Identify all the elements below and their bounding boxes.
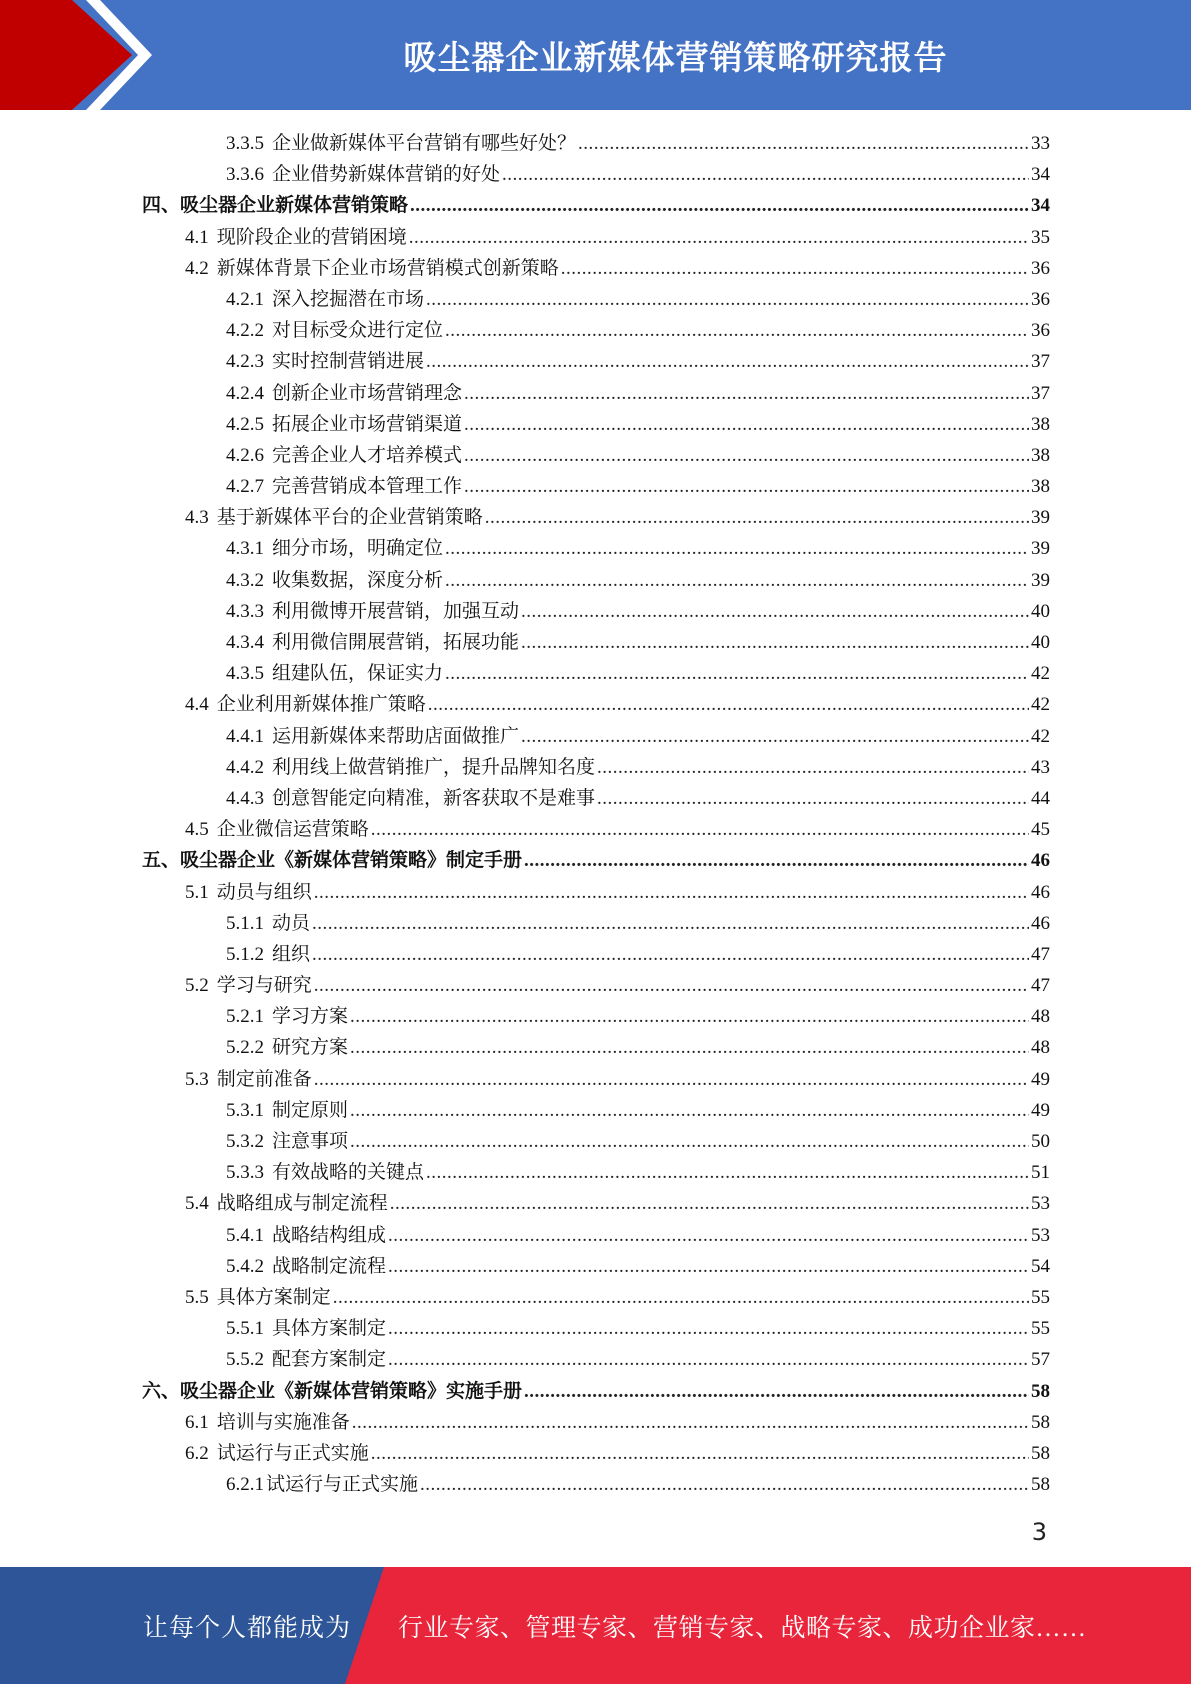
report-title: 吸尘器企业新媒体营销策略研究报告	[403, 37, 948, 77]
toc-dot-leader	[445, 533, 1029, 564]
toc-entry-number: 5.1.2	[226, 943, 264, 965]
toc-entry[interactable]	[138, 1095, 1050, 1126]
toc-entry[interactable]	[138, 502, 1050, 533]
toc-entry-title: 六、吸尘器企业《新媒体营销策略》实施手册	[142, 1380, 523, 1402]
toc-entry-page: 39	[1031, 538, 1050, 560]
toc-entry[interactable]	[138, 1376, 1050, 1407]
toc-entry-page: 36	[1031, 257, 1050, 279]
toc-entry-page: 39	[1031, 569, 1050, 591]
toc-entry[interactable]	[138, 533, 1050, 564]
toc-entry-page: 34	[1031, 195, 1050, 217]
toc-entry-page: 38	[1031, 476, 1050, 498]
toc-entry-title: 组建队伍，保证实力	[272, 663, 444, 685]
toc-entry[interactable]	[138, 1407, 1050, 1438]
toc-dot-leader	[409, 222, 1029, 253]
toc-dot-leader	[333, 1282, 1029, 1313]
toc-entry-number: 5.1	[185, 881, 209, 903]
toc-entry-title: 实时控制营销进展	[272, 351, 425, 373]
toc-dot-leader	[597, 783, 1029, 814]
footer-slogan-right: 行业专家、管理专家、营销专家、战略专家、成功企业家……	[398, 1614, 1087, 1642]
header-chevron-decoration	[0, 0, 170, 110]
toc-entry-page: 36	[1031, 288, 1050, 310]
toc-dot-leader	[312, 908, 1029, 939]
toc-entry[interactable]	[138, 1157, 1050, 1188]
toc-entry-title: 动员	[272, 912, 311, 934]
toc-dot-leader	[445, 658, 1029, 689]
toc-entry-number: 5.4.2	[226, 1255, 264, 1277]
toc-entry-page: 48	[1031, 1037, 1050, 1059]
toc-entry-number: 4.2.2	[226, 320, 264, 342]
toc-entry[interactable]	[138, 1282, 1050, 1313]
toc-entry-page: 53	[1031, 1224, 1050, 1246]
toc-entry-number: 4.2.3	[226, 351, 264, 373]
toc-dot-leader	[561, 253, 1029, 284]
toc-entry-page: 47	[1031, 943, 1050, 965]
toc-entry[interactable]	[138, 845, 1050, 876]
toc-dot-leader	[521, 596, 1029, 627]
toc-entry-title: 拓展企业市场营销渠道	[272, 413, 463, 435]
toc-entry-title: 试运行与正式实施	[266, 1474, 419, 1496]
toc-dot-leader	[445, 565, 1029, 596]
toc-entry-title: 运用新媒体来帮助店面做推广	[272, 725, 520, 747]
toc-entry-title: 对目标受众进行定位	[272, 320, 444, 342]
toc-dot-leader	[371, 1438, 1029, 1469]
toc-dot-leader	[312, 939, 1029, 970]
page-header	[0, 0, 1191, 110]
toc-dot-leader	[352, 1407, 1029, 1438]
toc-entry-number: 4.4.1	[226, 725, 264, 747]
toc-entry[interactable]	[138, 627, 1050, 658]
toc-entry-page: 37	[1031, 351, 1050, 373]
toc-entry-page: 42	[1031, 694, 1050, 716]
toc-dot-leader	[426, 346, 1029, 377]
toc-entry-title: 企业利用新媒体推广策略	[216, 694, 426, 716]
table-of-contents	[138, 128, 1050, 1500]
toc-entry-title: 组织	[272, 943, 311, 965]
toc-dot-leader	[388, 1313, 1029, 1344]
toc-entry-page: 46	[1031, 850, 1050, 872]
toc-entry-title: 战略制定流程	[272, 1255, 387, 1277]
toc-dot-leader	[314, 1064, 1029, 1095]
toc-entry-title: 五、吸尘器企业《新媒体营销策略》制定手册	[142, 850, 523, 872]
toc-entry[interactable]	[138, 222, 1050, 253]
toc-dot-leader	[597, 752, 1029, 783]
toc-entry-number: 5.3.3	[226, 1162, 264, 1184]
toc-entry[interactable]	[138, 565, 1050, 596]
toc-entry-title: 培训与实施准备	[216, 1411, 350, 1433]
toc-dot-leader	[420, 1469, 1029, 1500]
toc-entry-page: 49	[1031, 1068, 1050, 1090]
toc-entry-page: 58	[1031, 1474, 1050, 1496]
toc-dot-leader	[388, 1251, 1029, 1282]
toc-entry-number: 4.3.3	[226, 600, 264, 622]
toc-entry-title: 利用微信開展营销，拓展功能	[272, 632, 520, 653]
toc-entry[interactable]	[138, 1188, 1050, 1219]
toc-entry-title: 企业微信运营策略	[216, 819, 369, 841]
toc-entry-number: 5.5	[185, 1286, 209, 1308]
toc-entry-page: 51	[1031, 1162, 1050, 1184]
toc-entry-page: 44	[1031, 787, 1050, 809]
toc-entry-page: 50	[1031, 1131, 1050, 1152]
toc-dot-leader	[426, 1157, 1029, 1188]
toc-entry-page: 57	[1031, 1349, 1050, 1371]
toc-entry-number: 4.3.4	[226, 632, 264, 653]
toc-entry-title: 创新企业市场营销理念	[272, 382, 463, 404]
toc-entry[interactable]	[138, 658, 1050, 689]
toc-entry-number: 5.4.1	[226, 1224, 264, 1246]
toc-entry-number: 4.2.7	[226, 476, 264, 498]
toc-entry[interactable]	[138, 1469, 1050, 1500]
toc-dot-leader	[502, 159, 1029, 190]
toc-entry-page: 55	[1031, 1318, 1050, 1340]
toc-dot-leader	[350, 1032, 1029, 1063]
toc-dot-leader	[485, 502, 1029, 533]
toc-entry-title: 基于新媒体平台的企业营销策略	[216, 507, 483, 529]
toc-entry[interactable]	[138, 1126, 1050, 1157]
toc-entry-title: 创意智能定向精准，新客获取不是难事	[272, 787, 596, 809]
toc-entry[interactable]	[138, 970, 1050, 1001]
toc-entry-number: 4.2.5	[226, 413, 264, 435]
toc-entry[interactable]	[138, 346, 1050, 377]
toc-dot-leader	[314, 970, 1029, 1001]
toc-dot-leader	[371, 814, 1029, 845]
toc-entry-title: 战略结构组成	[272, 1224, 387, 1246]
toc-entry[interactable]	[138, 939, 1050, 970]
toc-entry-number: 4.2.4	[226, 382, 264, 404]
toc-entry-page: 34	[1031, 164, 1050, 186]
toc-entry-number: 4.1	[185, 226, 209, 248]
toc-dot-leader	[521, 721, 1029, 752]
toc-entry-title: 利用线上做营销推广，提升品牌知名度	[272, 756, 596, 778]
toc-entry-title: 注意事项	[272, 1131, 349, 1152]
toc-entry-page: 33	[1031, 133, 1050, 154]
toc-entry-page: 45	[1031, 819, 1050, 841]
page-footer	[0, 1567, 1191, 1684]
toc-entry[interactable]	[138, 1251, 1050, 1282]
toc-entry-number: 6.2	[185, 1442, 209, 1464]
toc-entry-number: 5.2	[185, 975, 209, 997]
toc-entry-number: 4.3.1	[226, 538, 264, 560]
toc-dot-leader	[578, 128, 1029, 159]
toc-entry-title: 利用微博开展营销，加强互动	[272, 600, 520, 622]
toc-entry-number: 4.5	[185, 819, 209, 841]
toc-entry[interactable]	[138, 1064, 1050, 1095]
toc-entry[interactable]	[138, 1220, 1050, 1251]
toc-entry-title: 学习方案	[272, 1006, 349, 1028]
toc-dot-leader	[464, 378, 1029, 409]
toc-entry-title: 完善营销成本管理工作	[272, 476, 463, 498]
toc-entry-number: 6.2.1	[226, 1474, 264, 1496]
page-number: 3	[1031, 1518, 1047, 1546]
toc-entry-title: 有效战略的关键点	[272, 1162, 425, 1184]
toc-entry-title: 具体方案制定	[216, 1286, 331, 1308]
toc-entry-page: 46	[1031, 881, 1050, 903]
toc-entry-number: 5.4	[185, 1193, 209, 1215]
toc-entry-page: 48	[1031, 1006, 1050, 1028]
toc-entry-number: 4.4.2	[226, 756, 264, 778]
toc-entry-number: 3.3.6	[226, 164, 264, 186]
toc-entry-title: 细分市场，明确定位	[272, 538, 444, 560]
toc-entry[interactable]	[138, 284, 1050, 315]
toc-entry[interactable]	[138, 190, 1050, 221]
toc-entry[interactable]	[138, 752, 1050, 783]
toc-dot-leader	[314, 877, 1029, 908]
toc-entry[interactable]	[138, 378, 1050, 409]
toc-entry-number: 5.2.2	[226, 1037, 264, 1059]
toc-dot-leader	[350, 1126, 1029, 1157]
toc-entry-number: 4.2	[185, 257, 209, 279]
toc-entry-title: 企业做新媒体平台营销有哪些好处？	[272, 133, 577, 154]
toc-entry-title: 战略组成与制定流程	[216, 1193, 388, 1215]
toc-entry-number: 5.5.2	[226, 1349, 264, 1371]
toc-entry[interactable]	[138, 159, 1050, 190]
toc-entry-page: 58	[1031, 1442, 1050, 1464]
toc-entry-page: 46	[1031, 912, 1050, 934]
toc-dot-leader	[524, 1376, 1029, 1407]
toc-entry[interactable]	[138, 1344, 1050, 1375]
toc-entry[interactable]	[138, 315, 1050, 346]
toc-entry-number: 3.3.5	[226, 133, 264, 154]
toc-dot-leader	[350, 1001, 1029, 1032]
toc-entry-title: 完善企业人才培养模式	[272, 444, 463, 466]
toc-entry[interactable]	[138, 253, 1050, 284]
toc-entry-page: 42	[1031, 725, 1050, 747]
toc-entry[interactable]	[138, 721, 1050, 752]
toc-entry-page: 35	[1031, 226, 1050, 248]
toc-entry-page: 37	[1031, 382, 1050, 404]
toc-entry-title: 配套方案制定	[272, 1349, 387, 1371]
toc-entry-title: 新媒体背景下企业市场营销模式创新策略	[216, 257, 559, 279]
toc-entry-title: 四、吸尘器企业新媒体营销策略	[142, 195, 409, 217]
toc-entry[interactable]	[138, 471, 1050, 502]
toc-entry-title: 学习与研究	[216, 975, 312, 997]
toc-dot-leader	[445, 315, 1029, 346]
toc-entry-number: 4.2.6	[226, 444, 264, 466]
toc-dot-leader	[428, 689, 1029, 720]
toc-entry-page: 39	[1031, 507, 1050, 529]
toc-entry-number: 5.3.2	[226, 1131, 264, 1152]
toc-entry-page: 40	[1031, 600, 1050, 622]
toc-dot-leader	[388, 1344, 1029, 1375]
toc-entry-page: 38	[1031, 413, 1050, 435]
toc-entry-number: 4.3.5	[226, 663, 264, 685]
toc-entry-page: 38	[1031, 444, 1050, 466]
toc-entry-page: 36	[1031, 320, 1050, 342]
toc-dot-leader	[521, 627, 1029, 658]
toc-entry-page: 47	[1031, 975, 1050, 997]
toc-entry-number: 4.3.2	[226, 569, 264, 591]
toc-entry-number: 6.1	[185, 1411, 209, 1433]
footer-slogan-left: 让每个人都能成为	[143, 1614, 352, 1642]
toc-entry-page: 40	[1031, 632, 1050, 653]
toc-dot-leader	[464, 409, 1029, 440]
toc-entry-page: 43	[1031, 756, 1050, 778]
toc-entry[interactable]	[138, 1001, 1050, 1032]
toc-entry-page: 54	[1031, 1255, 1050, 1277]
toc-entry-number: 5.1.1	[226, 912, 264, 934]
toc-dot-leader	[426, 284, 1029, 315]
toc-entry-page: 55	[1031, 1286, 1050, 1308]
toc-entry-number: 4.3	[185, 507, 209, 529]
toc-entry-number: 5.5.1	[226, 1318, 264, 1340]
toc-entry[interactable]	[138, 409, 1050, 440]
toc-dot-leader	[524, 845, 1029, 876]
toc-entry[interactable]	[138, 1438, 1050, 1469]
toc-dot-leader	[410, 190, 1029, 221]
toc-entry-page: 58	[1031, 1411, 1050, 1433]
toc-entry-number: 4.2.1	[226, 288, 264, 310]
toc-entry-title: 动员与组织	[216, 881, 312, 903]
toc-entry-title: 企业借势新媒体营销的好处	[272, 164, 501, 186]
toc-entry-title: 制定原则	[272, 1099, 349, 1121]
toc-dot-leader	[464, 471, 1029, 502]
toc-entry-title: 试运行与正式实施	[216, 1442, 369, 1464]
toc-entry[interactable]	[138, 440, 1050, 471]
toc-entry[interactable]	[138, 877, 1050, 908]
toc-entry[interactable]	[138, 128, 1050, 159]
toc-entry[interactable]	[138, 908, 1050, 939]
toc-entry-number: 5.2.1	[226, 1006, 264, 1028]
toc-dot-leader	[390, 1188, 1029, 1219]
toc-entry-number: 4.4.3	[226, 787, 264, 809]
toc-entry-title: 具体方案制定	[272, 1318, 387, 1340]
toc-entry[interactable]	[138, 689, 1050, 720]
toc-entry-number: 4.4	[185, 694, 209, 716]
toc-entry[interactable]	[138, 1032, 1050, 1063]
toc-dot-leader	[350, 1095, 1029, 1126]
toc-entry-page: 49	[1031, 1099, 1050, 1121]
toc-entry-page: 53	[1031, 1193, 1050, 1215]
toc-entry[interactable]	[138, 596, 1050, 627]
toc-entry[interactable]	[138, 783, 1050, 814]
toc-entry-number: 5.3	[185, 1068, 209, 1090]
toc-entry-title: 研究方案	[272, 1037, 349, 1059]
toc-dot-leader	[388, 1220, 1029, 1251]
toc-entry-title: 制定前准备	[216, 1068, 312, 1090]
toc-entry-title: 现阶段企业的营销困境	[216, 226, 407, 248]
toc-dot-leader	[464, 440, 1029, 471]
toc-entry-page: 58	[1031, 1380, 1050, 1402]
toc-entry-number: 5.3.1	[226, 1099, 264, 1121]
toc-entry-title: 深入挖掘潜在市场	[272, 288, 425, 310]
toc-entry[interactable]	[138, 1313, 1050, 1344]
toc-entry-title: 收集数据，深度分析	[272, 569, 444, 591]
toc-entry[interactable]	[138, 814, 1050, 845]
toc-entry-page: 42	[1031, 663, 1050, 685]
